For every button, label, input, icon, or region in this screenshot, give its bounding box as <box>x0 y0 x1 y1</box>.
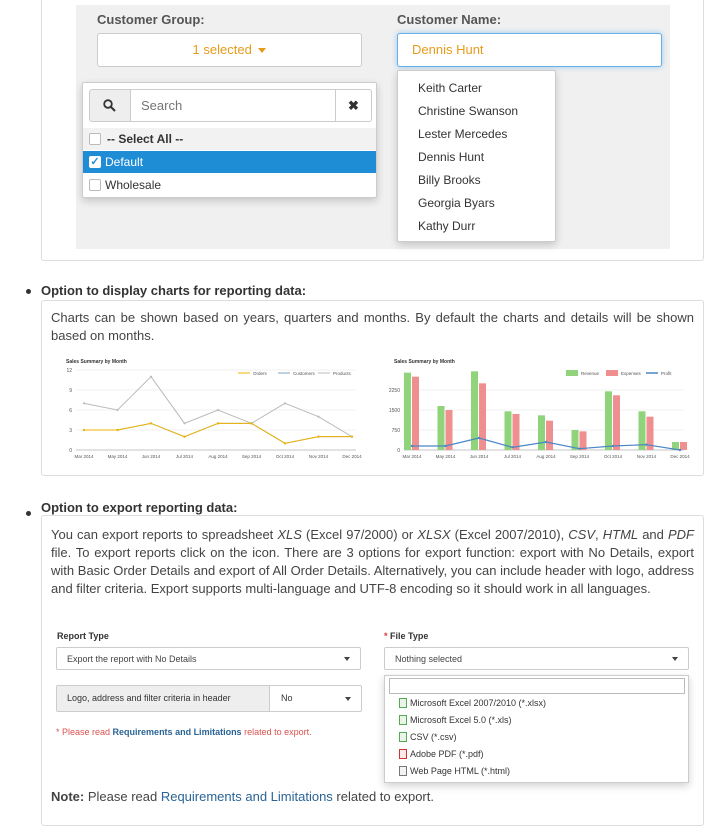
legend-label: Revenue <box>581 371 600 376</box>
report-type-label: Report Type <box>57 631 109 641</box>
x-tick-label: Nov 2014 <box>308 454 329 459</box>
requirements-link[interactable]: Requirements and Limitations <box>112 727 242 737</box>
customer-name-input[interactable] <box>397 33 662 67</box>
required-star: * <box>384 631 388 641</box>
search-icon <box>103 99 116 112</box>
select-all-checkbox[interactable] <box>89 133 101 145</box>
y-tick-label: 1500 <box>388 408 400 414</box>
note-text: related to export. <box>332 789 434 804</box>
caret-down-icon <box>258 48 266 53</box>
wholesale-checkbox[interactable] <box>89 179 101 191</box>
suggestion-item[interactable]: Georgia Byars <box>418 196 495 210</box>
legend-swatch <box>566 370 578 376</box>
bar <box>546 421 553 450</box>
x-tick-label: Aug 2014 <box>208 454 228 459</box>
data-point <box>545 441 547 443</box>
legend-label: Profit <box>661 371 672 376</box>
bar-chart <box>380 352 690 464</box>
html-icon <box>399 766 407 776</box>
bar <box>412 377 419 450</box>
xlsx-text: XLSX <box>417 527 451 542</box>
file-option-xls[interactable] <box>399 715 512 725</box>
x-tick-label: Nov 2014 <box>636 454 657 459</box>
x-tick-label: Jul 2014 <box>503 454 522 459</box>
data-point <box>116 429 118 431</box>
report-type-value: Export the report with No Details <box>67 653 197 664</box>
x-tick-label: Aug 2014 <box>536 454 556 459</box>
excel-icon <box>399 698 407 708</box>
series-line <box>84 377 352 437</box>
y-tick-label: 0 <box>397 448 400 454</box>
data-point <box>444 445 446 447</box>
bar <box>513 414 520 450</box>
file-type-select[interactable] <box>384 647 689 670</box>
caret-down-icon <box>672 657 678 661</box>
data-point <box>116 409 118 411</box>
y-tick-label: 2250 <box>388 388 400 394</box>
xls-text: XLS <box>277 527 302 542</box>
export-text: (Excel 97/2000) or <box>301 527 418 542</box>
bar <box>538 415 545 450</box>
legend-label: Orders <box>253 371 267 376</box>
file-search-input[interactable] <box>389 678 685 694</box>
csv-text: CSV <box>568 527 596 542</box>
y-tick-label: 3 <box>69 428 72 434</box>
x-tick-label: Jul 2014 <box>175 454 194 459</box>
x-tick-label: Oct 2014 <box>275 454 295 459</box>
series-line <box>84 423 352 443</box>
legend-label: Expenses <box>621 371 641 376</box>
data-point <box>83 402 85 404</box>
default-label: Default <box>105 155 144 169</box>
x-tick-label: Sep 2014 <box>241 454 262 459</box>
chart-title: Sales Summary by Month <box>66 359 127 365</box>
suggestion-item[interactable]: Kathy Durr <box>418 219 476 233</box>
file-option-xlsx[interactable] <box>399 698 546 708</box>
data-point <box>317 416 319 418</box>
bullet <box>26 289 31 294</box>
data-point <box>317 436 319 438</box>
file-option-csv[interactable] <box>399 732 457 742</box>
data-point <box>183 436 185 438</box>
y-tick-label: 9 <box>69 388 72 394</box>
customer-name-label: Customer Name: <box>397 12 502 27</box>
data-point <box>478 437 480 439</box>
suggestion-item[interactable]: Christine Swanson <box>418 104 519 118</box>
customer-group-value: 1 selected <box>192 42 252 57</box>
file-type-value: Nothing selected <box>395 653 463 664</box>
wholesale-label: Wholesale <box>105 178 162 192</box>
bar <box>680 442 687 450</box>
html-text: HTML <box>602 527 639 542</box>
header-option-group <box>56 685 362 712</box>
file-type-text: File Type <box>390 631 429 641</box>
x-tick-label: May 2014 <box>107 454 128 459</box>
legend-swatch <box>606 370 618 376</box>
group-option-wholesale[interactable] <box>83 174 376 196</box>
data-point <box>150 422 152 424</box>
file-option-label: Microsoft Excel 5.0 (*.xls) <box>410 715 512 725</box>
file-option-html[interactable] <box>399 766 510 776</box>
header-option-label: Logo, address and filter criteria in header <box>67 693 231 703</box>
charts-heading: Option to display charts for reporting data: <box>41 283 307 298</box>
x-tick-label: Dec 2014 <box>670 454 690 459</box>
file-option-label: CSV (*.csv) <box>410 732 457 742</box>
csv-icon <box>399 732 407 742</box>
y-tick-label: 6 <box>69 408 72 414</box>
data-point <box>612 445 614 447</box>
export-text: , <box>595 527 603 542</box>
legend-label: Products <box>333 371 351 376</box>
x-tick-label: Jun 2014 <box>141 454 161 459</box>
x-tick-label: Jun 2014 <box>469 454 489 459</box>
requirements-link[interactable]: Requirements and Limitations <box>160 789 333 804</box>
search-input[interactable] <box>130 89 336 122</box>
data-point <box>83 429 85 431</box>
export-heading: Option to export reporting data: <box>41 500 238 515</box>
file-option-label: Adobe PDF (*.pdf) <box>410 749 484 759</box>
legend-label: Customers <box>293 371 315 376</box>
bar <box>605 391 612 450</box>
excel-icon <box>399 715 407 725</box>
data-point <box>250 422 252 424</box>
data-point <box>284 442 286 444</box>
x-tick-label: Mar 2014 <box>74 454 94 459</box>
file-option-pdf[interactable] <box>399 749 484 759</box>
file-type-menu <box>384 675 689 783</box>
line-chart <box>52 352 362 464</box>
series-line <box>84 423 352 443</box>
export-warning <box>56 727 312 737</box>
x-tick-label: May 2014 <box>435 454 456 459</box>
close-icon: ✖ <box>348 98 359 113</box>
warning-text: * Please read <box>56 727 113 737</box>
bar <box>613 395 620 450</box>
data-point <box>511 446 513 448</box>
customer-group-label: Customer Group: <box>97 12 205 27</box>
note-text: Please read <box>84 789 161 804</box>
x-tick-label: Sep 2014 <box>569 454 590 459</box>
data-point <box>217 422 219 424</box>
warning-text: related to export. <box>241 727 312 737</box>
data-point <box>679 449 681 451</box>
customer-group-menu <box>82 82 377 198</box>
pdf-icon <box>399 749 407 759</box>
x-tick-label: Mar 2014 <box>402 454 422 459</box>
group-option-default[interactable] <box>83 151 376 173</box>
x-tick-label: Dec 2014 <box>342 454 362 459</box>
chart-title: Sales Summary by Month <box>394 359 455 365</box>
caret-down-icon <box>345 697 351 701</box>
x-tick-label: Oct 2014 <box>603 454 623 459</box>
customer-suggestions <box>397 70 556 242</box>
export-text: file. To export reports click on the icon. There are 3 options for export function: export with No Details, export with Basic Order Details and export of All Order Details. Alternatively, you can include header with logo, address and filter criteria. Export supports multi-language and UTF-8 encoding so it should work in all languages. <box>51 545 694 596</box>
data-point <box>284 402 286 404</box>
customer-name-value: Dennis Hunt <box>412 42 484 57</box>
data-point <box>217 409 219 411</box>
export-text: (Excel 2007/2010), <box>450 527 569 542</box>
bar <box>505 411 512 450</box>
data-point <box>150 376 152 378</box>
pdf-text: PDF <box>667 527 694 542</box>
data-point <box>578 447 580 449</box>
bullet <box>26 511 31 516</box>
data-point <box>645 443 647 445</box>
export-text: You can export reports to spreadsheet <box>51 527 278 542</box>
y-tick-label: 0 <box>69 448 72 454</box>
y-tick-label: 750 <box>391 428 400 434</box>
suggestion-item[interactable]: Billy Brooks <box>418 173 481 187</box>
header-option-select[interactable] <box>271 686 361 711</box>
data-point <box>411 445 413 447</box>
header-option-value: No <box>281 693 293 703</box>
export-text: and <box>638 527 668 542</box>
caret-down-icon <box>344 657 350 661</box>
charts-description: Charts can be shown based on years, quarters and months. By default the charts and details will be shown based on months. <box>51 310 694 343</box>
export-description <box>51 526 694 598</box>
default-checkbox[interactable]: ✓ <box>90 156 100 168</box>
file-option-label: Web Page HTML (*.html) <box>410 766 511 776</box>
select-all-label: -- Select All -- <box>107 132 184 146</box>
note-label: Note: <box>51 789 85 804</box>
data-point <box>183 422 185 424</box>
suggestion-item[interactable]: Dennis Hunt <box>418 150 485 164</box>
file-type-label <box>384 631 428 641</box>
bar <box>438 406 445 450</box>
export-note <box>51 789 434 804</box>
file-option-label: Microsoft Excel 2007/2010 (*.xlsx) <box>410 698 547 708</box>
customer-group-dropdown[interactable] <box>97 33 362 67</box>
y-tick-label: 12 <box>66 368 72 374</box>
data-point <box>351 436 353 438</box>
bar <box>580 431 587 450</box>
bar <box>404 373 411 450</box>
suggestion-item[interactable]: Keith Carter <box>418 81 483 95</box>
report-type-select[interactable] <box>56 647 361 670</box>
clear-search-button[interactable] <box>335 89 372 122</box>
suggestion-item[interactable]: Lester Mercedes <box>418 127 508 141</box>
select-all-option[interactable] <box>83 128 376 150</box>
